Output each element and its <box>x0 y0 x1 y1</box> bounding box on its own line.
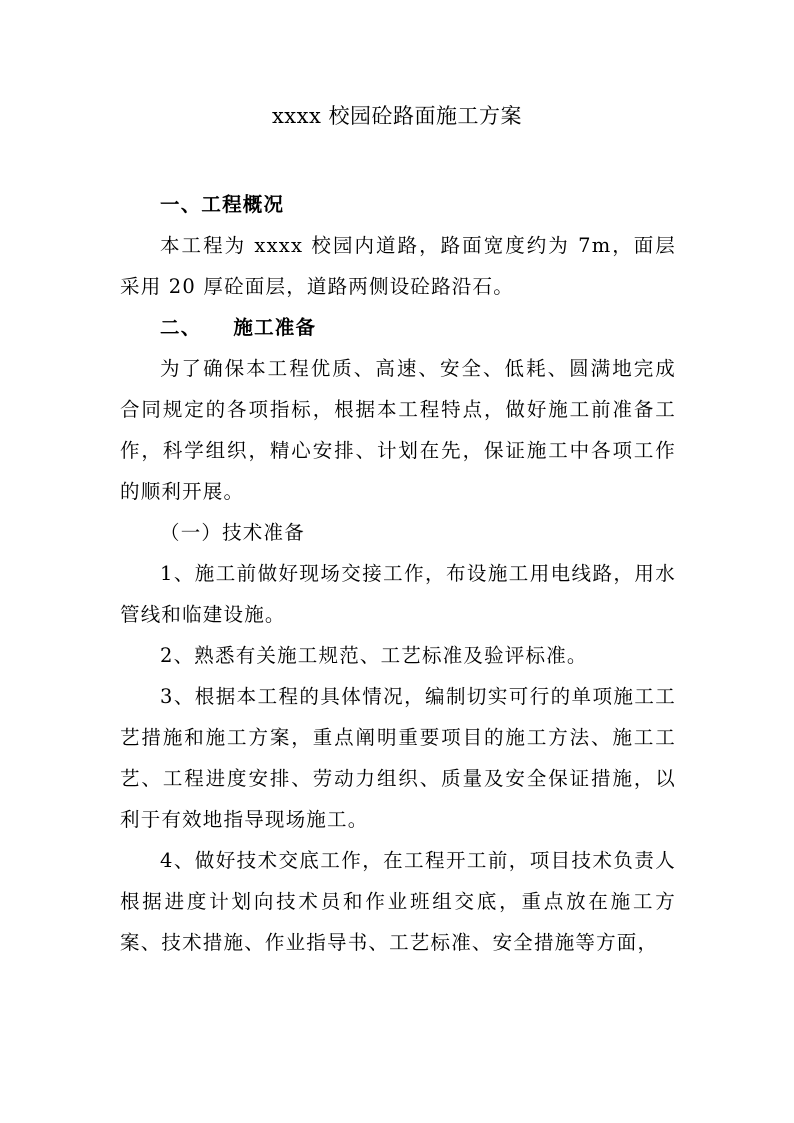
section-heading-text: 施工准备 <box>233 316 317 339</box>
section-heading-preparation <box>120 307 676 348</box>
section-number: 二、 <box>160 316 202 339</box>
list-item: 2、熟悉有关施工规范、工艺标准及验评标准。 <box>160 644 588 667</box>
paragraph-overview: 本工程为 xxxx 校园内道路，路面宽度约为 7m，面层采用 20 厚砼面层，道路两侧设砼路沿石。 <box>120 234 676 298</box>
subsection-heading: （一）技术准备 <box>160 521 305 544</box>
section-heading-overview: 一、工程概况 <box>160 193 285 216</box>
list-item: 3、根据本工程的具体情况，编制切实可行的单项施工工艺措施和施工方案，重点阐明重要项目的施工方法、施工工艺、工程进度安排、劳动力组织、质量及安全保证措施，以利于有效地指导现场施工。 <box>120 685 676 831</box>
document-body <box>120 184 676 963</box>
paragraph-preparation: 为了确保本工程优质、高速、安全、低耗、圆满地完成合同规定的各项指标，根据本工程特点，做好施工前准备工作，科学组织，精心安排、计划在先，保证施工中各项工作的顺利开展。 <box>120 357 676 503</box>
list-item: 1、施工前做好现场交接工作，布设施工用电线路，用水管线和临建设施。 <box>120 562 676 626</box>
list-item: 4、做好技术交底工作，在工程开工前，项目技术负责人根据进度计划向技术员和作业班组交底，重点放在施工方案、技术措施、作业指导书、工艺标准、安全措施等方面， <box>120 849 676 954</box>
page-title: xxxx 校园砼路面施工方案 <box>271 104 523 128</box>
